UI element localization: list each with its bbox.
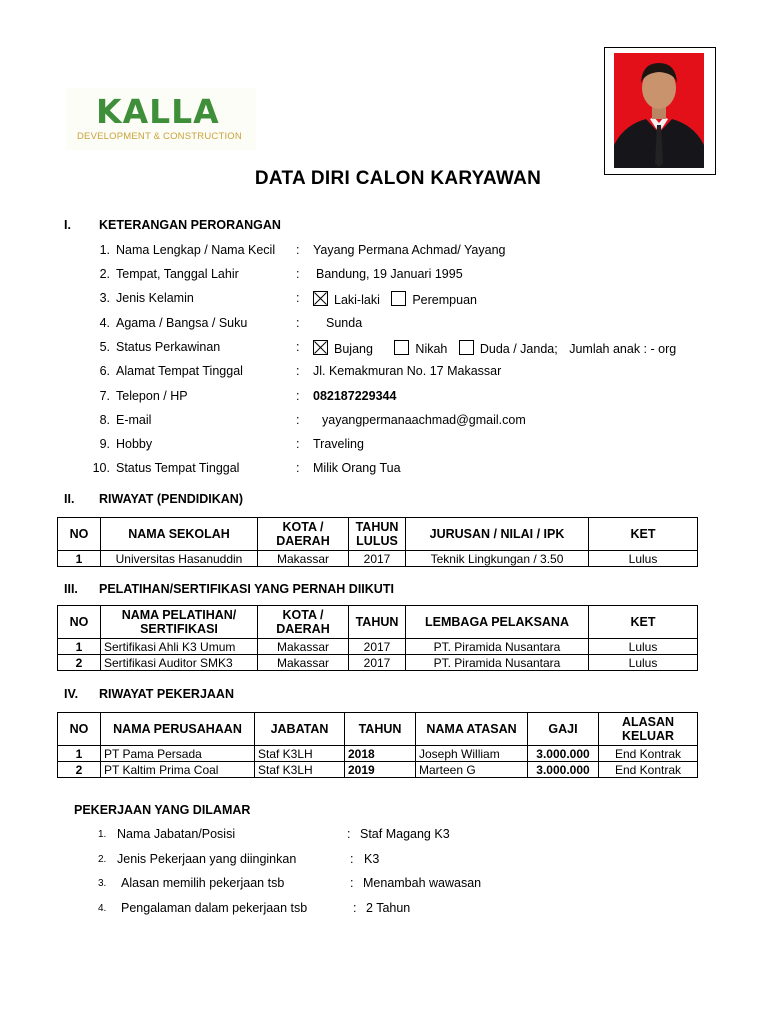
table-header-row [58,606,698,639]
field-label: Alasan memilih pekerjaan tsb [121,876,285,890]
colon: : [296,389,300,403]
table-row [58,551,698,567]
field-value: 2 Tahun [366,901,411,915]
company-logo [66,88,256,150]
section-5-heading: PEKERJAAN YANG DILAMAR [74,803,251,817]
cell: Marteen G [416,762,528,778]
cell: End Kontrak [599,746,698,762]
logo-subtitle: DEVELOPMENT & CONSTRUCTION [77,131,242,142]
table-row [58,639,698,655]
item-number: 6. [99,364,110,378]
checkbox-single-checked[interactable] [313,340,328,355]
section-title: RIWAYAT (PENDIDIKAN) [99,492,243,506]
item-number: 5. [99,340,110,354]
cell: Lulus [589,639,698,655]
column-header: KET [589,606,698,639]
cell: Universitas Hasanuddin [101,551,258,567]
colon: : [350,876,354,890]
field-value: Menambah wawasan [363,876,482,890]
cell: Joseph William [416,746,528,762]
table-row [58,655,698,671]
cell: 2017 [349,551,406,567]
cell: 1 [58,639,101,655]
checkbox-male-checked[interactable] [313,291,328,306]
education-table [57,517,698,567]
column-header: KOTA / DAERAH [258,606,349,639]
field-label: Pengalaman dalam pekerjaan tsb [121,901,308,915]
section-1-heading [64,218,464,234]
section-3-heading [64,582,564,598]
item-number: 8. [99,413,110,427]
colon: : [296,316,300,330]
cell: 2017 [349,655,406,671]
item-number: 1. [98,829,107,840]
applicant-photo [604,47,716,175]
option-label: Perempuan [412,293,477,307]
field-label: Tempat, Tanggal Lahir [116,267,239,281]
table-row [58,762,698,778]
item-number: 2. [98,854,107,865]
field-value: yayangpermanaachmad@gmail.com [322,413,526,427]
field-value: Traveling [313,437,364,451]
cell: End Kontrak [599,762,698,778]
item-number: 1. [99,243,110,257]
table-row [58,746,698,762]
column-header: KET [589,518,698,551]
job-type-row [98,852,498,868]
cell: Lulus [589,655,698,671]
field-label: Status Perkawinan [116,340,221,354]
section-number: IV. [64,687,79,701]
field-value: Sunda [326,316,363,330]
table-header-row [58,518,698,551]
column-header: TAHUN [349,606,406,639]
training-table [57,605,698,671]
experience-row [98,901,498,917]
cell: PT Pama Persada [101,746,255,762]
field-label: Status Tempat Tinggal [116,461,240,475]
colon: : [353,901,357,915]
colon: : [350,852,354,866]
column-header: JABATAN [255,713,345,746]
logo-wordmark: KALLA [96,92,220,131]
column-header: NO [58,518,101,551]
column-header: NAMA PERUSAHAAN [101,713,255,746]
checkbox-female[interactable] [391,291,406,306]
cell: PT. Piramida Nusantara [406,639,589,655]
field-label: Agama / Bangsa / Suku [116,316,248,330]
checkbox-widowed[interactable] [459,340,474,355]
cell: 1 [58,746,101,762]
cell: 2019 [345,762,416,778]
reason-row [98,876,498,892]
field-label: Nama Lengkap / Nama Kecil [116,243,276,257]
section-title: KETERANGAN PERORANGAN [99,218,281,232]
field-label: Hobby [116,437,153,451]
cell: 3.000.000 [528,746,599,762]
colon: : [296,291,300,305]
field-value: 082187229344 [313,389,397,403]
cell: Lulus [589,551,698,567]
section-2-heading [64,492,464,508]
field-value: Bandung, 19 Januari 1995 [316,267,463,281]
option-label: Duda / Janda; [479,342,558,356]
cell: Staf K3LH [255,746,345,762]
colon: : [296,461,300,475]
cell: Sertifikasi Ahli K3 Umum [101,639,258,655]
cell: 3.000.000 [528,762,599,778]
column-header: LEMBAGA PELAKSANA [406,606,589,639]
work-history-table [57,712,698,778]
section-number: II. [64,492,75,506]
cell: Staf K3LH [255,762,345,778]
column-header: NAMA PELATIHAN/ SERTIFIKASI [101,606,258,639]
cell: Makassar [258,655,349,671]
colon: : [296,413,300,427]
column-header: NAMA ATASAN [416,713,528,746]
item-number: 10. [92,461,110,475]
page-title: DATA DIRI CALON KARYAWAN [254,168,542,189]
column-header: JURUSAN / NILAI / IPK [406,518,589,551]
column-header: GAJI [528,713,599,746]
field-label: Jenis Pekerjaan yang diinginkan [117,852,297,866]
item-number: 9. [99,437,110,451]
colon: : [296,437,300,451]
column-header: NO [58,606,101,639]
children-count: Jumlah anak : - org [569,342,677,356]
cell: Makassar [258,639,349,655]
cell: 2017 [349,639,406,655]
position-row [98,827,498,843]
column-header: NO [58,713,101,746]
field-label: Alamat Tempat Tinggal [116,364,243,378]
field-value: Milik Orang Tua [313,461,401,475]
option-label: Nikah [415,342,448,356]
section-number: III. [64,582,78,596]
column-header: ALASAN KELUAR [599,713,698,746]
section-title: PELATIHAN/SERTIFIKASI YANG PERNAH DIIKUTI [99,582,394,596]
field-label: E-mail [116,413,152,427]
colon: : [296,364,300,378]
cell: 2 [58,762,101,778]
field-value: K3 [364,852,380,866]
cell: PT Kaltim Prima Coal [101,762,255,778]
section-title: RIWAYAT PEKERJAAN [99,687,234,701]
column-header: TAHUN [345,713,416,746]
section-number: I. [64,218,71,232]
gender-options [313,291,477,307]
field-value: Yayang Permana Achmad/ Yayang [313,243,506,257]
cell: PT. Piramida Nusantara [406,655,589,671]
item-number: 3. [99,291,110,305]
colon: : [296,267,300,281]
table-header-row [58,713,698,746]
item-number: 3. [98,878,107,889]
cell: Makassar [258,551,349,567]
field-value: Staf Magang K3 [360,827,450,841]
colon: : [296,243,300,257]
cell: 1 [58,551,101,567]
option-label: Laki-laki [334,293,380,307]
field-label: Jenis Kelamin [116,291,194,305]
colon: : [296,340,300,354]
cell: Teknik Lingkungan / 3.50 [406,551,589,567]
item-number: 2. [99,267,110,281]
item-number: 4. [98,903,107,914]
cell: 2 [58,655,101,671]
column-header: NAMA SEKOLAH [101,518,258,551]
colon: : [347,827,351,841]
item-number: 7. [99,389,110,403]
field-value: Jl. Kemakmuran No. 17 Makassar [313,364,502,378]
option-label: Bujang [334,342,373,356]
cell: Sertifikasi Auditor SMK3 [101,655,258,671]
checkbox-married[interactable] [394,340,409,355]
column-header: KOTA / DAERAH [258,518,349,551]
field-label: Telepon / HP [116,389,188,403]
column-header: TAHUN LULUS [349,518,406,551]
item-number: 4. [99,316,110,330]
field-label: Nama Jabatan/Posisi [117,827,236,841]
marital-options [313,340,676,356]
section-4-heading [64,687,464,703]
portrait-image [614,53,704,168]
cell: 2018 [345,746,416,762]
